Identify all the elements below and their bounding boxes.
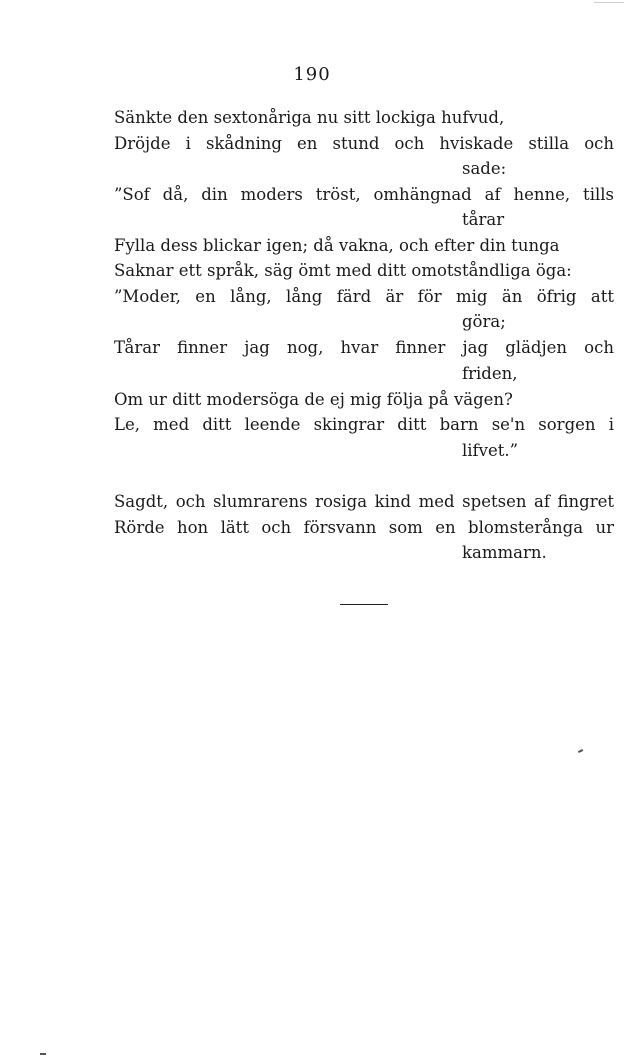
print-speck bbox=[40, 1053, 46, 1055]
verse-line-continuation: friden, bbox=[462, 364, 518, 383]
verse-line: Dröjde i skådning en stund och hviskade stilla och bbox=[114, 134, 614, 153]
verse-line-continuation: kammarn. bbox=[462, 543, 547, 562]
verse-line: Le, med ditt leende skingrar ditt barn se'n sorgen i bbox=[114, 415, 614, 434]
section-divider bbox=[340, 604, 388, 605]
page-number: 190 bbox=[293, 64, 331, 85]
verse-line-continuation: göra; bbox=[462, 312, 506, 331]
verse-line: Sänkte den sextonåriga nu sitt lockiga hufvud, bbox=[114, 108, 505, 127]
verse-line: Sagdt, och slumrarens rosiga kind med spetsen af fingret bbox=[114, 492, 614, 511]
verse-line: Saknar ett språk, säg ömt med ditt omotståndliga öga: bbox=[114, 261, 572, 280]
verse-line: Om ur ditt modersöga de ej mig följa på vägen? bbox=[114, 390, 513, 409]
verse-line-continuation: lifvet.” bbox=[462, 441, 519, 460]
verse-line: Rörde hon lätt och försvann som en blomsterånga ur bbox=[114, 518, 614, 537]
verse-line: ”Moder, en lång, lång färd är för mig än öfrig att bbox=[114, 287, 614, 306]
verse-line: Tårar finner jag nog, hvar finner jag glädjen och bbox=[114, 338, 614, 357]
print-speck bbox=[578, 749, 583, 752]
scan-edge-mark bbox=[594, 2, 624, 3]
verse-line: ”Sof då, din moders tröst, omhängnad af henne, tills bbox=[114, 185, 614, 204]
verse-line-continuation: sade: bbox=[462, 159, 507, 178]
verse-line-continuation: tårar bbox=[462, 210, 505, 229]
verse-line: Fylla dess blickar igen; då vakna, och efter din tunga bbox=[114, 236, 560, 255]
